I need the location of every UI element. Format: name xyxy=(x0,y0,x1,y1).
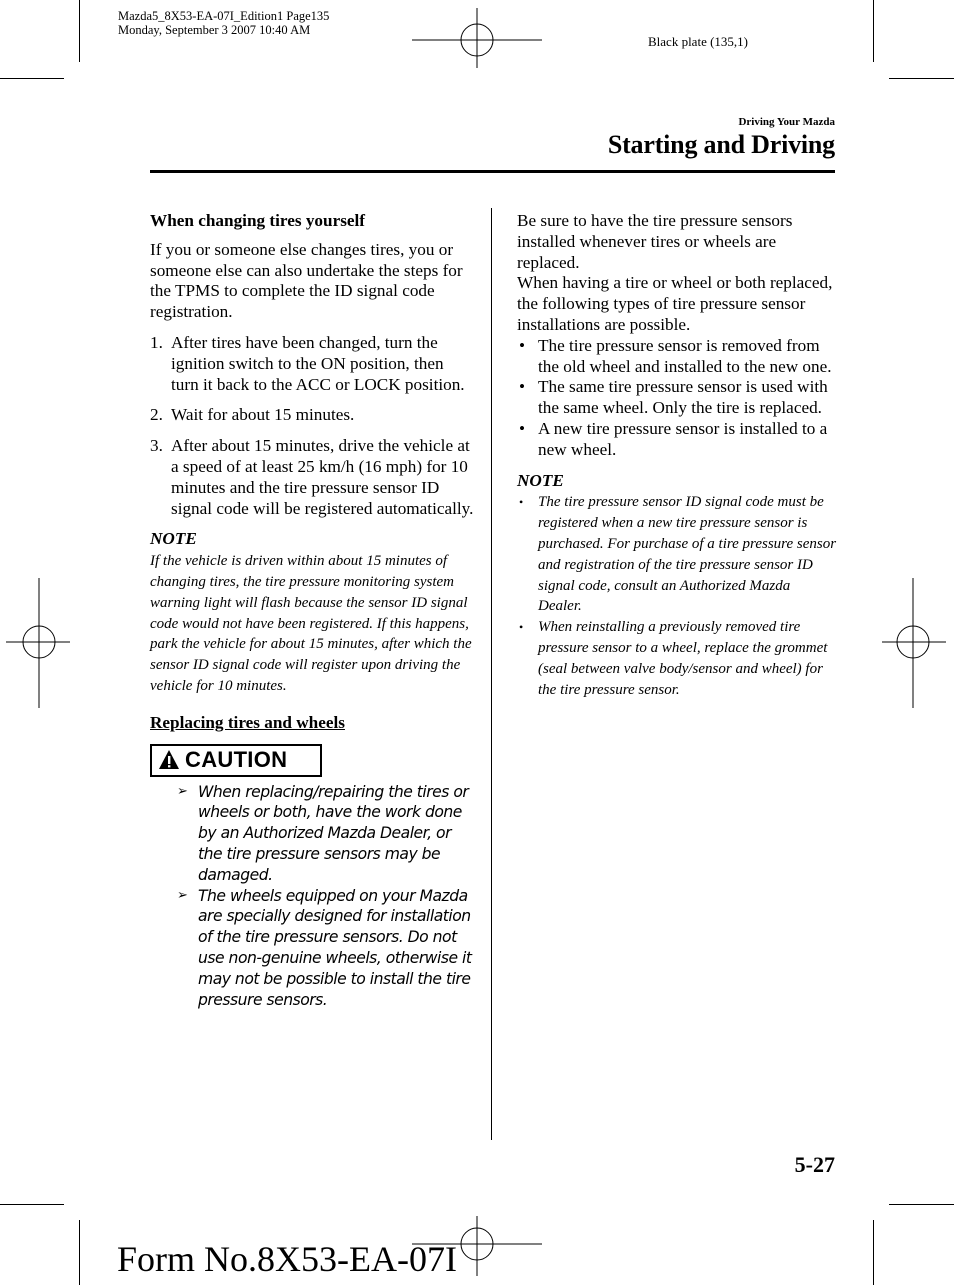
print-info-line1: Mazda5_8X53-EA-07I_Edition1 Page135 xyxy=(118,9,330,23)
bullet-item xyxy=(517,336,837,378)
bullet-text: The same tire pressure sensor is used with the same wheel. Only the tire is replaced. xyxy=(538,377,828,418)
bullet-text: The tire pressure sensor is removed from the old wheel and installed to the new one. xyxy=(538,335,832,376)
note-title: NOTE xyxy=(517,470,564,490)
crop-mark xyxy=(873,1220,874,1285)
registration-mark-icon xyxy=(412,8,542,68)
crop-mark xyxy=(889,78,954,79)
plate-label: Black plate (135,1) xyxy=(648,34,748,49)
bullet-icon: • xyxy=(519,377,526,397)
note-list xyxy=(517,492,837,700)
registration-mark-icon xyxy=(882,578,946,708)
note-text: If the vehicle is driven within about 15 minutes of changing tires, the tire pressure monitoring system warning light will flash because the sensor ID signal code would not have been registered. If this happens, park the vehicle for about 15 minutes, after which the sensor ID signal code will register upon driving the vehicle for 10 minutes. xyxy=(150,553,472,694)
crop-mark xyxy=(889,1204,954,1205)
subsection-heading: When changing tires yourself xyxy=(150,211,366,230)
bullet-icon: • xyxy=(519,620,524,635)
column-divider xyxy=(491,208,492,1140)
caution-text: The wheels equipped on your Mazda are specially designed for installation of the tire pressure sensors. Do not use non-genuine wheels, otherwise it may not be possible to install the tire pressure sensors. xyxy=(198,886,472,1009)
note-item xyxy=(517,492,837,617)
bullet-item xyxy=(517,419,837,461)
intro-paragraph: If you or someone else changes tires, you or someone else can also undertake the steps for the TPMS to complete the ID signal code registration. xyxy=(150,239,463,322)
step-number: 2. xyxy=(150,405,163,425)
caution-label: CAUTION xyxy=(185,746,288,772)
step-text: After about 15 minutes, drive the vehicle at a speed of at least 25 km/h (16 mph) for 10 minutes and the tire pressure sensor ID signal code will be registered automatically. xyxy=(171,436,474,518)
step-item xyxy=(150,405,475,426)
crop-mark xyxy=(79,1220,80,1285)
arrow-bullet-icon: ➢ xyxy=(177,783,188,799)
step-item xyxy=(150,436,475,519)
step-item xyxy=(150,333,475,395)
note-item xyxy=(517,617,837,700)
note-item-text: The tire pressure sensor ID signal code must be registered when a new tire pressure sensor is purchased. For purchase of a tire pressure sensor and registration of the tire pressure sensor ID signal code, consult an Authorized Mazda Dealer. xyxy=(538,494,837,615)
crop-mark xyxy=(0,1204,64,1205)
step-number: 1. xyxy=(150,332,163,352)
caution-text: When replacing/repairing the tires or wheels or both, have the work done by an Authorized Mazda Dealer, or the tire pressure sensors may be damaged. xyxy=(198,782,469,884)
section-title: Driving Your Mazda xyxy=(738,116,835,128)
bullet-list xyxy=(517,336,837,461)
chapter-title: Starting and Driving xyxy=(607,130,835,159)
arrow-bullet-icon: ➢ xyxy=(177,887,188,903)
form-number: Form No.8X53-EA-07I xyxy=(117,1239,457,1279)
bullet-item xyxy=(517,377,837,419)
step-text: After tires have been changed, turn the ignition switch to the ON position, then turn it back to the ACC or LOCK position. xyxy=(171,332,465,394)
print-info xyxy=(118,9,329,37)
note-title: NOTE xyxy=(150,529,197,549)
note-item-text: When reinstalling a previously removed tire pressure sensor to a wheel, replace the grommet (seal between valve body/sensor and wheel) for the tire pressure sensor. xyxy=(538,619,828,698)
step-number: 3. xyxy=(150,436,163,456)
bullet-text: A new tire pressure sensor is installed to a new wheel. xyxy=(538,418,828,459)
paragraph: When having a tire or wheel or both replaced, the following types of tire pressure sensor installations are possible. xyxy=(517,273,833,334)
header-rule xyxy=(150,170,835,173)
crop-mark xyxy=(873,0,874,62)
print-info-line2: Monday, September 3 2007 10:40 AM xyxy=(118,23,311,37)
crop-mark xyxy=(0,78,64,79)
crop-mark xyxy=(79,0,80,62)
replacing-heading: Replacing tires and wheels xyxy=(150,712,345,732)
steps-list xyxy=(150,333,475,519)
right-column xyxy=(517,211,837,700)
paragraph: Be sure to have the tire pressure sensors installed whenever tires or wheels are replaced. xyxy=(517,211,793,272)
caution-box xyxy=(150,744,322,777)
bullet-icon: • xyxy=(519,418,526,438)
warning-triangle-icon xyxy=(158,749,180,771)
caution-item xyxy=(177,886,475,1011)
caution-list xyxy=(177,782,475,1011)
left-column xyxy=(150,211,475,1010)
step-text: Wait for about 15 minutes. xyxy=(171,405,355,425)
registration-mark-icon xyxy=(6,578,70,708)
caution-item xyxy=(177,782,475,886)
page-number: 5-27 xyxy=(794,1152,835,1177)
bullet-icon: • xyxy=(519,495,524,510)
bullet-icon: • xyxy=(519,335,526,355)
